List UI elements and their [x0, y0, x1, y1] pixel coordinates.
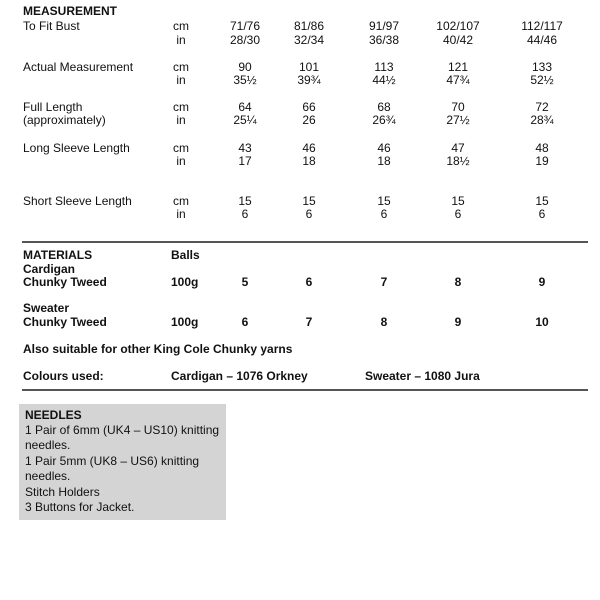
ball-count: 9 [454, 315, 462, 329]
value-cell: 70 [451, 100, 465, 114]
ball-count: 6 [241, 315, 249, 329]
value-cell: 39¾ [297, 73, 321, 87]
row-label-sub: (approximately) [23, 113, 106, 127]
colour-cardigan: Cardigan – 1076 Orkney [171, 369, 308, 383]
unit-in: in [176, 33, 186, 47]
value-cell: 32/34 [293, 33, 325, 47]
needles-line: needles. [25, 438, 71, 452]
value-cell: 26 [302, 113, 316, 127]
value-cell: 18½ [446, 154, 470, 168]
value-cell: 101 [298, 60, 320, 74]
ball-count: 9 [538, 275, 546, 289]
row-label: Short Sleeve Length [23, 194, 132, 208]
unit-cm: cm [173, 100, 189, 114]
value-cell: 46 [302, 141, 316, 155]
needles-box [19, 404, 226, 520]
row-label: To Fit Bust [23, 19, 80, 33]
sweater-weight: 100g [171, 315, 199, 329]
ball-count: 7 [305, 315, 313, 329]
needles-line: 1 Pair of 6mm (UK4 – US10) knitting [25, 423, 220, 437]
unit-cm: cm [173, 141, 189, 155]
value-cell: 44/46 [526, 33, 558, 47]
value-cell: 66 [302, 100, 316, 114]
needles-heading: NEEDLES [25, 408, 82, 422]
value-cell: 6 [380, 207, 388, 221]
colour-sweater: Sweater – 1080 Jura [365, 369, 480, 383]
divider [22, 389, 588, 391]
value-cell: 46 [377, 141, 391, 155]
value-cell: 71/76 [229, 19, 261, 33]
value-cell: 133 [531, 60, 553, 74]
value-cell: 44½ [372, 73, 396, 87]
value-cell: 48 [535, 141, 549, 155]
needles-line: 1 Pair 5mm (UK8 – US6) knitting [25, 454, 200, 468]
value-cell: 90 [238, 60, 252, 74]
value-cell: 25¼ [233, 113, 257, 127]
value-cell: 91/97 [368, 19, 400, 33]
value-cell: 47 [451, 141, 465, 155]
materials-heading: MATERIALS [23, 248, 93, 262]
value-cell: 121 [447, 60, 469, 74]
value-cell: 64 [238, 100, 252, 114]
value-cell: 18 [302, 154, 316, 168]
ball-count: 10 [535, 315, 549, 329]
value-cell: 15 [535, 194, 549, 208]
row-label: Long Sleeve Length [23, 141, 130, 155]
value-cell: 15 [238, 194, 252, 208]
value-cell: 102/107 [436, 19, 480, 33]
unit-in: in [176, 113, 186, 127]
value-cell: 26¾ [372, 113, 396, 127]
value-cell: 112/117 [521, 19, 563, 33]
value-cell: 19 [535, 154, 549, 168]
row-label: Actual Measurement [23, 60, 134, 74]
cardigan-weight: 100g [171, 275, 199, 289]
value-cell: 15 [451, 194, 465, 208]
value-cell: 113 [374, 60, 394, 74]
value-cell: 35½ [233, 73, 257, 87]
value-cell: 68 [377, 100, 391, 114]
balls-label: Balls [171, 248, 200, 262]
needles-line: needles. [25, 469, 71, 483]
value-cell: 40/42 [442, 33, 474, 47]
ball-count: 8 [454, 275, 462, 289]
measurement-heading: MEASUREMENT [23, 4, 118, 18]
value-cell: 81/86 [293, 19, 325, 33]
unit-cm: cm [173, 194, 189, 208]
divider [22, 241, 588, 243]
unit-in: in [176, 73, 186, 87]
value-cell: 6 [538, 207, 546, 221]
value-cell: 27½ [446, 113, 470, 127]
ball-count: 6 [305, 275, 313, 289]
value-cell: 6 [241, 207, 249, 221]
also-suitable-note: Also suitable for other King Cole Chunky yarns [23, 342, 293, 356]
unit-cm: cm [173, 19, 189, 33]
value-cell: 72 [535, 100, 549, 114]
value-cell: 15 [377, 194, 391, 208]
unit-in: in [176, 207, 186, 221]
value-cell: 15 [302, 194, 316, 208]
ball-count: 5 [241, 275, 249, 289]
value-cell: 6 [305, 207, 313, 221]
value-cell: 47¾ [446, 73, 470, 87]
needles-line: Stitch Holders [25, 485, 100, 499]
cardigan-yarn: Chunky Tweed [23, 275, 107, 289]
cardigan-title: Cardigan [23, 262, 76, 276]
unit-in: in [176, 154, 186, 168]
sweater-yarn: Chunky Tweed [23, 315, 107, 329]
row-label: Full Length [23, 100, 83, 114]
value-cell: 36/38 [368, 33, 400, 47]
value-cell: 6 [454, 207, 462, 221]
value-cell: 43 [238, 141, 252, 155]
colours-label: Colours used: [23, 369, 104, 383]
value-cell: 52½ [530, 73, 554, 87]
unit-cm: cm [173, 60, 189, 74]
ball-count: 8 [380, 315, 388, 329]
value-cell: 17 [238, 154, 252, 168]
sweater-title: Sweater [23, 301, 70, 315]
needles-line: 3 Buttons for Jacket. [25, 500, 135, 514]
value-cell: 28¾ [530, 113, 554, 127]
value-cell: 28/30 [229, 33, 261, 47]
value-cell: 18 [377, 154, 391, 168]
ball-count: 7 [380, 275, 388, 289]
